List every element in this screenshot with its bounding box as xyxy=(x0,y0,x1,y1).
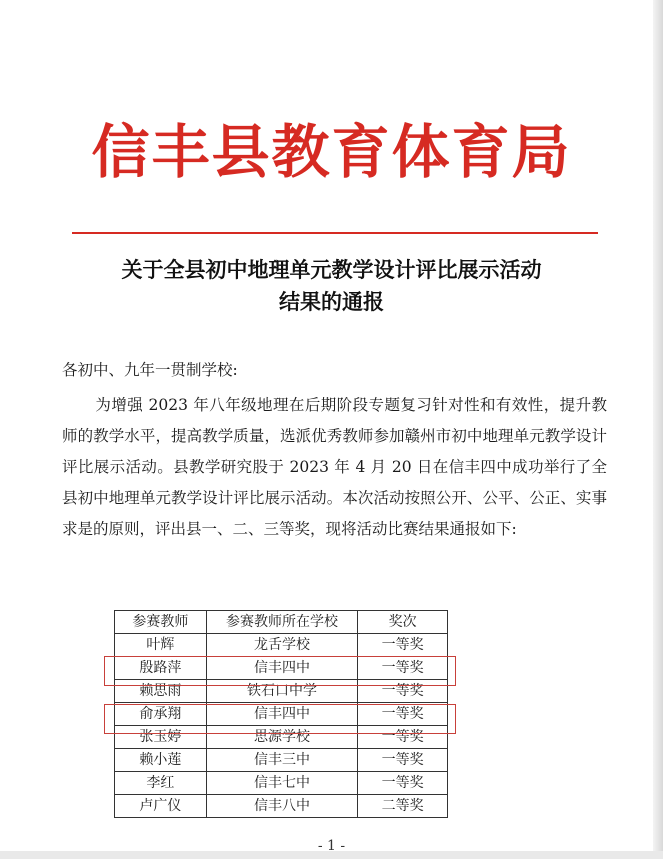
teacher-cell: 叶辉 xyxy=(115,634,207,657)
column-header-school: 参赛教师所在学校 xyxy=(206,611,358,634)
results-table xyxy=(114,610,448,818)
table-row xyxy=(115,634,448,657)
document-title xyxy=(0,254,663,318)
table-header-row xyxy=(115,611,448,634)
table-row xyxy=(115,657,448,680)
column-header-teacher: 参赛教师 xyxy=(115,611,207,634)
column-header-award: 奖次 xyxy=(358,611,448,634)
teacher-cell: 张玉婷 xyxy=(115,726,207,749)
table-row xyxy=(115,749,448,772)
teacher-cell: 李红 xyxy=(115,772,207,795)
body-paragraph-text: 为增强 2023 年八年级地理在后期阶段专题复习针对性和有效性，提升教师的教学水平，提高教学质量，选派优秀教师参加赣州市初中地理单元教学设计评比展示活动。县教学研究股于 2023 年 4 月 20 日在信丰四中成功举行了全县初中地理单元教学设计评比展示活动。本次活动按照公开、公平、公正、实事求是的原则，评出县一、二、三等奖，现将活动比赛结果通报如下: xyxy=(62,396,607,538)
award-cell: 一等奖 xyxy=(358,634,448,657)
school-cell: 龙舌学校 xyxy=(206,634,358,657)
document-title-line1: 关于全县初中地理单元教学设计评比展示活动 xyxy=(121,257,542,282)
award-cell: 一等奖 xyxy=(358,726,448,749)
award-cell: 一等奖 xyxy=(358,680,448,703)
school-cell: 信丰四中 xyxy=(206,703,358,726)
award-cell: 一等奖 xyxy=(358,703,448,726)
page-number: - 1 - xyxy=(317,838,346,854)
school-cell: 思源学校 xyxy=(206,726,358,749)
document-title-line2: 结果的通报 xyxy=(279,289,384,314)
table-row xyxy=(115,772,448,795)
award-cell: 一等奖 xyxy=(358,749,448,772)
award-cell: 一等奖 xyxy=(358,657,448,680)
award-cell: 一等奖 xyxy=(358,772,448,795)
table-row xyxy=(115,703,448,726)
table-row xyxy=(115,795,448,818)
addressee: 各初中、九年一贯制学校: xyxy=(62,361,238,379)
teacher-cell: 殷路萍 xyxy=(115,657,207,680)
school-cell: 信丰七中 xyxy=(206,772,358,795)
teacher-cell: 卢广仪 xyxy=(115,795,207,818)
table-row xyxy=(115,680,448,703)
issuer-letterhead: 信丰县教育体育局 xyxy=(91,118,572,186)
school-cell: 信丰四中 xyxy=(206,657,358,680)
letterhead-red-rule xyxy=(72,232,598,234)
teacher-cell: 俞承翔 xyxy=(115,703,207,726)
teacher-cell: 赖小莲 xyxy=(115,749,207,772)
award-cell: 二等奖 xyxy=(358,795,448,818)
teacher-cell: 赖思雨 xyxy=(115,680,207,703)
table-row xyxy=(115,726,448,749)
body-paragraph xyxy=(62,390,607,545)
school-cell: 信丰八中 xyxy=(206,795,358,818)
school-cell: 信丰三中 xyxy=(206,749,358,772)
school-cell: 铁石口中学 xyxy=(206,680,358,703)
